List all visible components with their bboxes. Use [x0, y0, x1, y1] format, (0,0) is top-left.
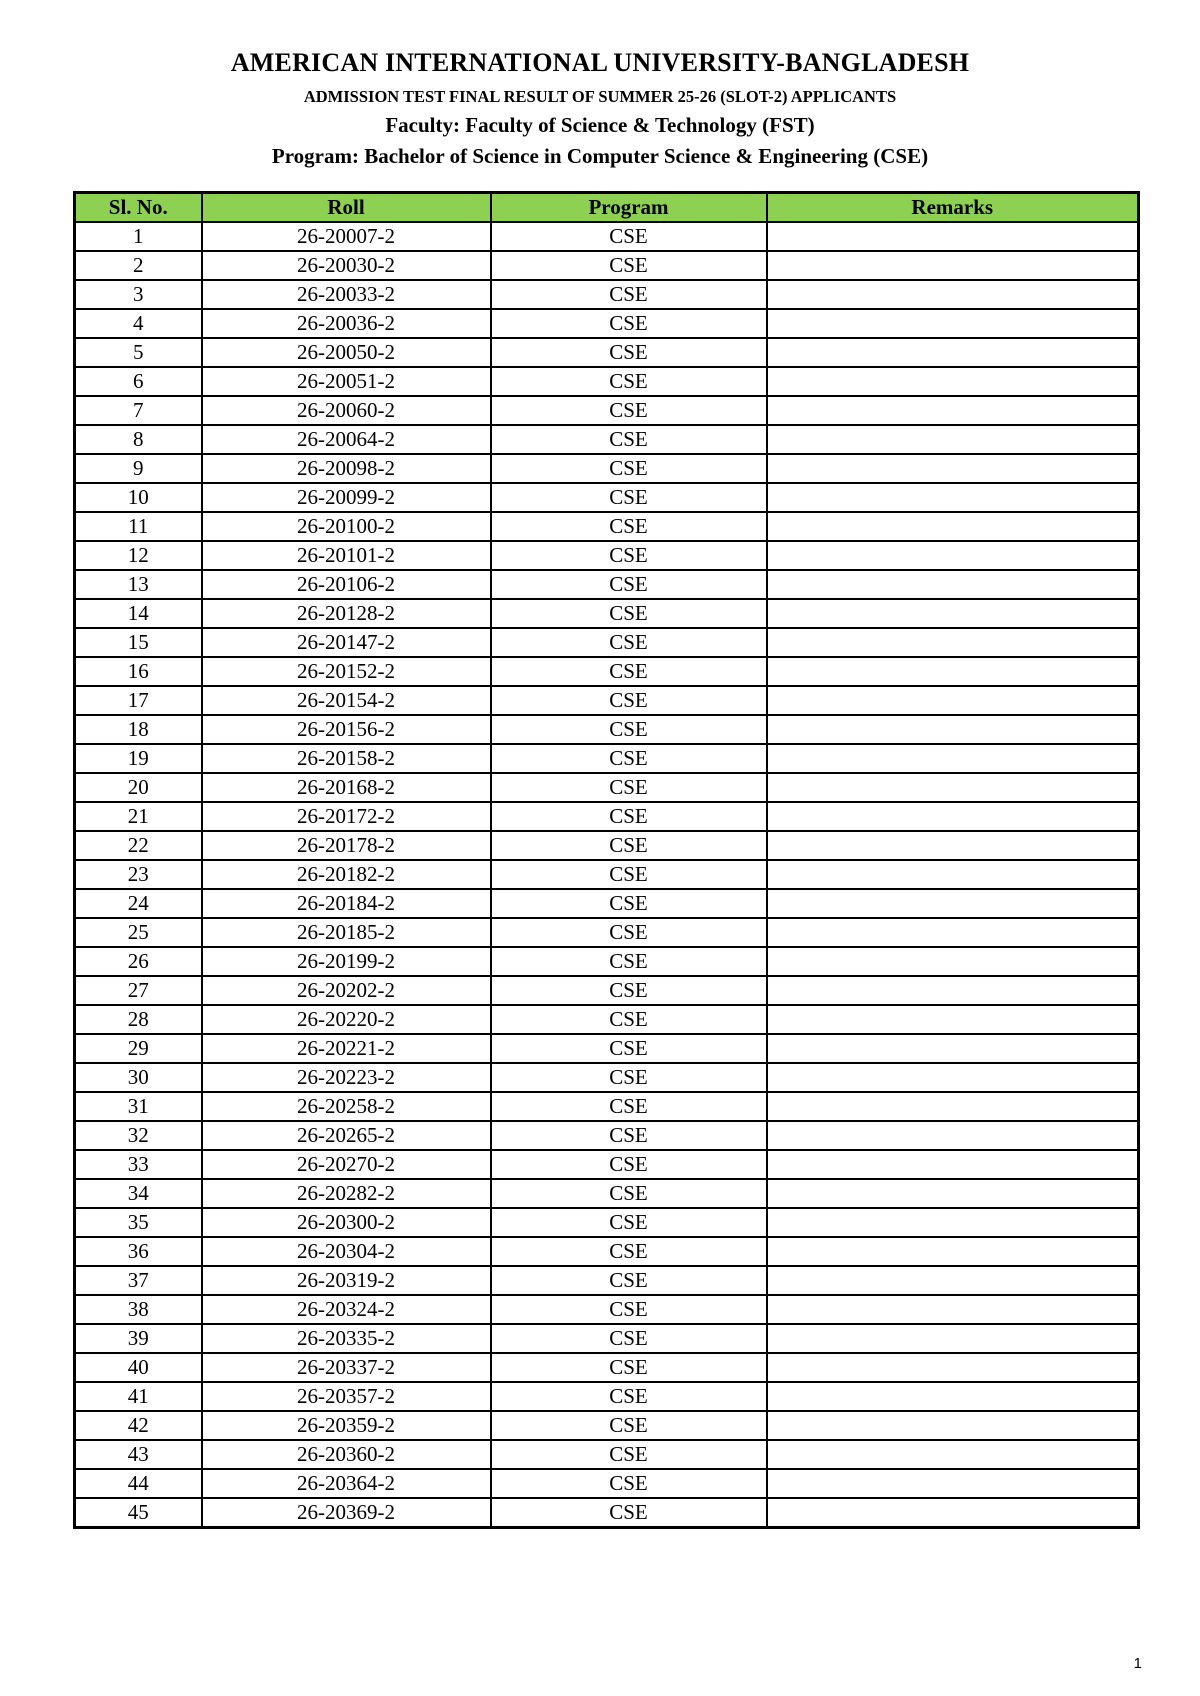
cell-roll: 26-20185-2: [202, 918, 491, 947]
cell-sl-no: 34: [75, 1179, 202, 1208]
cell-roll: 26-20007-2: [202, 222, 491, 251]
cell-sl-no: 1: [75, 222, 202, 251]
table-row: [75, 744, 1139, 773]
cell-remarks: [767, 338, 1139, 367]
faculty-line: Faculty: Faculty of Science & Technology (FST): [385, 113, 815, 137]
cell-remarks: [767, 599, 1139, 628]
cell-remarks: [767, 1179, 1139, 1208]
cell-roll: 26-20199-2: [202, 947, 491, 976]
table-header: [75, 193, 1139, 223]
cell-remarks: [767, 860, 1139, 889]
cell-roll: 26-20324-2: [202, 1295, 491, 1324]
table-row: [75, 1324, 1139, 1353]
cell-sl-no: 17: [75, 686, 202, 715]
cell-sl-no: 37: [75, 1266, 202, 1295]
table-row: [75, 657, 1139, 686]
cell-program: CSE: [491, 222, 767, 251]
cell-program: CSE: [491, 947, 767, 976]
cell-sl-no: 20: [75, 773, 202, 802]
table-row: [75, 251, 1139, 280]
cell-remarks: [767, 802, 1139, 831]
cell-remarks: [767, 570, 1139, 599]
cell-program: CSE: [491, 541, 767, 570]
cell-program: CSE: [491, 512, 767, 541]
cell-roll: 26-20101-2: [202, 541, 491, 570]
cell-program: CSE: [491, 1092, 767, 1121]
table-row: [75, 773, 1139, 802]
table-row: [75, 483, 1139, 512]
cell-roll: 26-20282-2: [202, 1179, 491, 1208]
table-row: [75, 1179, 1139, 1208]
cell-program: CSE: [491, 1324, 767, 1353]
cell-program: CSE: [491, 1121, 767, 1150]
cell-program: CSE: [491, 1411, 767, 1440]
cell-roll: 26-20221-2: [202, 1034, 491, 1063]
cell-program: CSE: [491, 1382, 767, 1411]
table-row: [75, 918, 1139, 947]
cell-sl-no: 23: [75, 860, 202, 889]
cell-program: CSE: [491, 1469, 767, 1498]
cell-program: CSE: [491, 860, 767, 889]
table-row: [75, 1353, 1139, 1382]
cell-program: CSE: [491, 889, 767, 918]
cell-sl-no: 32: [75, 1121, 202, 1150]
cell-sl-no: 41: [75, 1382, 202, 1411]
cell-sl-no: 5: [75, 338, 202, 367]
cell-remarks: [767, 222, 1139, 251]
cell-sl-no: 12: [75, 541, 202, 570]
cell-remarks: [767, 541, 1139, 570]
cell-roll: 26-20100-2: [202, 512, 491, 541]
cell-roll: 26-20154-2: [202, 686, 491, 715]
cell-program: CSE: [491, 1440, 767, 1469]
cell-program: CSE: [491, 657, 767, 686]
column-header-roll: Roll: [202, 193, 491, 223]
cell-roll: 26-20270-2: [202, 1150, 491, 1179]
cell-sl-no: 38: [75, 1295, 202, 1324]
cell-roll: 26-20098-2: [202, 454, 491, 483]
cell-program: CSE: [491, 976, 767, 1005]
cell-sl-no: 18: [75, 715, 202, 744]
cell-program: CSE: [491, 628, 767, 657]
cell-remarks: [767, 1092, 1139, 1121]
cell-sl-no: 2: [75, 251, 202, 280]
cell-roll: 26-20220-2: [202, 1005, 491, 1034]
table-row: [75, 425, 1139, 454]
cell-sl-no: 27: [75, 976, 202, 1005]
cell-remarks: [767, 744, 1139, 773]
cell-roll: 26-20364-2: [202, 1469, 491, 1498]
cell-sl-no: 14: [75, 599, 202, 628]
table-row: [75, 1411, 1139, 1440]
program-line: Program: Bachelor of Science in Computer Science & Engineering (CSE): [271, 144, 929, 168]
cell-remarks: [767, 483, 1139, 512]
cell-program: CSE: [491, 570, 767, 599]
cell-program: CSE: [491, 1208, 767, 1237]
cell-remarks: [767, 657, 1139, 686]
cell-sl-no: 42: [75, 1411, 202, 1440]
table-row: [75, 454, 1139, 483]
cell-remarks: [767, 686, 1139, 715]
cell-roll: 26-20158-2: [202, 744, 491, 773]
cell-remarks: [767, 918, 1139, 947]
cell-sl-no: 26: [75, 947, 202, 976]
cell-remarks: [767, 1353, 1139, 1382]
table-row: [75, 802, 1139, 831]
cell-remarks: [767, 1150, 1139, 1179]
cell-roll: 26-20360-2: [202, 1440, 491, 1469]
cell-sl-no: 36: [75, 1237, 202, 1266]
table-row: [75, 889, 1139, 918]
cell-roll: 26-20147-2: [202, 628, 491, 657]
cell-remarks: [767, 889, 1139, 918]
table-row: [75, 1208, 1139, 1237]
table-row: [75, 1440, 1139, 1469]
column-header-program: Program: [491, 193, 767, 223]
cell-program: CSE: [491, 1034, 767, 1063]
cell-program: CSE: [491, 396, 767, 425]
result-title: ADMISSION TEST FINAL RESULT OF SUMMER 25-26 (SLOT-2) APPLICANTS: [303, 87, 897, 106]
cell-remarks: [767, 715, 1139, 744]
table-row: [75, 686, 1139, 715]
cell-remarks: [767, 1498, 1139, 1528]
cell-roll: 26-20223-2: [202, 1063, 491, 1092]
cell-remarks: [767, 1266, 1139, 1295]
cell-roll: 26-20051-2: [202, 367, 491, 396]
cell-roll: 26-20178-2: [202, 831, 491, 860]
table-row: [75, 222, 1139, 251]
cell-roll: 26-20036-2: [202, 309, 491, 338]
cell-sl-no: 7: [75, 396, 202, 425]
cell-remarks: [767, 831, 1139, 860]
cell-roll: 26-20265-2: [202, 1121, 491, 1150]
cell-roll: 26-20099-2: [202, 483, 491, 512]
cell-remarks: [767, 396, 1139, 425]
cell-program: CSE: [491, 483, 767, 512]
table-row: [75, 947, 1139, 976]
cell-roll: 26-20152-2: [202, 657, 491, 686]
cell-sl-no: 19: [75, 744, 202, 773]
cell-remarks: [767, 628, 1139, 657]
cell-roll: 26-20357-2: [202, 1382, 491, 1411]
table-row: [75, 1092, 1139, 1121]
cell-sl-no: 6: [75, 367, 202, 396]
cell-remarks: [767, 1382, 1139, 1411]
cell-program: CSE: [491, 1005, 767, 1034]
cell-program: CSE: [491, 251, 767, 280]
cell-sl-no: 44: [75, 1469, 202, 1498]
cell-sl-no: 24: [75, 889, 202, 918]
table-row: [75, 976, 1139, 1005]
cell-remarks: [767, 1208, 1139, 1237]
cell-sl-no: 11: [75, 512, 202, 541]
cell-remarks: [767, 1121, 1139, 1150]
cell-program: CSE: [491, 1498, 767, 1528]
page-number: 1: [1133, 1655, 1142, 1672]
cell-program: CSE: [491, 831, 767, 860]
cell-sl-no: 33: [75, 1150, 202, 1179]
cell-roll: 26-20156-2: [202, 715, 491, 744]
cell-roll: 26-20300-2: [202, 1208, 491, 1237]
cell-sl-no: 16: [75, 657, 202, 686]
cell-remarks: [767, 1411, 1139, 1440]
cell-sl-no: 43: [75, 1440, 202, 1469]
table-row: [75, 628, 1139, 657]
cell-sl-no: 15: [75, 628, 202, 657]
cell-program: CSE: [491, 367, 767, 396]
cell-program: CSE: [491, 1179, 767, 1208]
cell-program: CSE: [491, 309, 767, 338]
cell-sl-no: 25: [75, 918, 202, 947]
cell-sl-no: 28: [75, 1005, 202, 1034]
cell-sl-no: 13: [75, 570, 202, 599]
cell-sl-no: 29: [75, 1034, 202, 1063]
table-row: [75, 1005, 1139, 1034]
cell-remarks: [767, 454, 1139, 483]
cell-program: CSE: [491, 1295, 767, 1324]
cell-remarks: [767, 425, 1139, 454]
table-row: [75, 1237, 1139, 1266]
table-row: [75, 1150, 1139, 1179]
table-row: [75, 1034, 1139, 1063]
cell-program: CSE: [491, 802, 767, 831]
table-row: [75, 715, 1139, 744]
cell-roll: 26-20337-2: [202, 1353, 491, 1382]
table-row: [75, 1295, 1139, 1324]
cell-remarks: [767, 309, 1139, 338]
cell-sl-no: 3: [75, 280, 202, 309]
cell-program: CSE: [491, 338, 767, 367]
cell-roll: 26-20335-2: [202, 1324, 491, 1353]
cell-sl-no: 39: [75, 1324, 202, 1353]
cell-roll: 26-20202-2: [202, 976, 491, 1005]
cell-program: CSE: [491, 425, 767, 454]
table-row: [75, 570, 1139, 599]
cell-program: CSE: [491, 599, 767, 628]
cell-sl-no: 22: [75, 831, 202, 860]
cell-remarks: [767, 1295, 1139, 1324]
cell-program: CSE: [491, 1266, 767, 1295]
cell-sl-no: 35: [75, 1208, 202, 1237]
table-row: [75, 1498, 1139, 1528]
cell-program: CSE: [491, 1237, 767, 1266]
table-row: [75, 280, 1139, 309]
cell-roll: 26-20182-2: [202, 860, 491, 889]
table-row: [75, 831, 1139, 860]
cell-remarks: [767, 976, 1139, 1005]
cell-program: CSE: [491, 1353, 767, 1382]
table-row: [75, 1469, 1139, 1498]
table-row: [75, 1121, 1139, 1150]
cell-sl-no: 8: [75, 425, 202, 454]
table-row: [75, 309, 1139, 338]
cell-sl-no: 30: [75, 1063, 202, 1092]
cell-program: CSE: [491, 773, 767, 802]
cell-roll: 26-20369-2: [202, 1498, 491, 1528]
table-row: [75, 338, 1139, 367]
cell-program: CSE: [491, 1150, 767, 1179]
cell-roll: 26-20168-2: [202, 773, 491, 802]
cell-roll: 26-20359-2: [202, 1411, 491, 1440]
cell-sl-no: 10: [75, 483, 202, 512]
cell-roll: 26-20319-2: [202, 1266, 491, 1295]
cell-program: CSE: [491, 744, 767, 773]
cell-roll: 26-20050-2: [202, 338, 491, 367]
cell-roll: 26-20064-2: [202, 425, 491, 454]
cell-program: CSE: [491, 454, 767, 483]
cell-remarks: [767, 1469, 1139, 1498]
cell-roll: 26-20033-2: [202, 280, 491, 309]
cell-remarks: [767, 1237, 1139, 1266]
table-row: [75, 396, 1139, 425]
cell-roll: 26-20258-2: [202, 1092, 491, 1121]
cell-sl-no: 21: [75, 802, 202, 831]
results-table: [73, 191, 1140, 1529]
cell-remarks: [767, 773, 1139, 802]
cell-roll: 26-20030-2: [202, 251, 491, 280]
table-row: [75, 512, 1139, 541]
cell-program: CSE: [491, 918, 767, 947]
cell-roll: 26-20060-2: [202, 396, 491, 425]
table-row: [75, 1063, 1139, 1092]
cell-roll: 26-20184-2: [202, 889, 491, 918]
cell-remarks: [767, 367, 1139, 396]
cell-roll: 26-20128-2: [202, 599, 491, 628]
cell-roll: 26-20172-2: [202, 802, 491, 831]
cell-remarks: [767, 1440, 1139, 1469]
cell-roll: 26-20304-2: [202, 1237, 491, 1266]
cell-roll: 26-20106-2: [202, 570, 491, 599]
cell-sl-no: 9: [75, 454, 202, 483]
column-header-remarks: Remarks: [767, 193, 1139, 223]
table-row: [75, 1266, 1139, 1295]
table-body: [75, 222, 1139, 1528]
cell-remarks: [767, 1005, 1139, 1034]
cell-remarks: [767, 280, 1139, 309]
cell-sl-no: 40: [75, 1353, 202, 1382]
university-title: AMERICAN INTERNATIONAL UNIVERSITY-BANGLADESH: [230, 48, 970, 77]
cell-sl-no: 45: [75, 1498, 202, 1528]
table-row: [75, 541, 1139, 570]
cell-remarks: [767, 251, 1139, 280]
column-header-sl-no: Sl. No.: [75, 193, 202, 223]
table-header-row: [75, 193, 1139, 223]
cell-remarks: [767, 947, 1139, 976]
cell-remarks: [767, 512, 1139, 541]
cell-sl-no: 31: [75, 1092, 202, 1121]
table-row: [75, 367, 1139, 396]
cell-program: CSE: [491, 280, 767, 309]
table-row: [75, 860, 1139, 889]
cell-program: CSE: [491, 686, 767, 715]
cell-remarks: [767, 1324, 1139, 1353]
table-row: [75, 1382, 1139, 1411]
cell-sl-no: 4: [75, 309, 202, 338]
cell-program: CSE: [491, 715, 767, 744]
table-row: [75, 599, 1139, 628]
cell-remarks: [767, 1063, 1139, 1092]
cell-remarks: [767, 1034, 1139, 1063]
cell-program: CSE: [491, 1063, 767, 1092]
